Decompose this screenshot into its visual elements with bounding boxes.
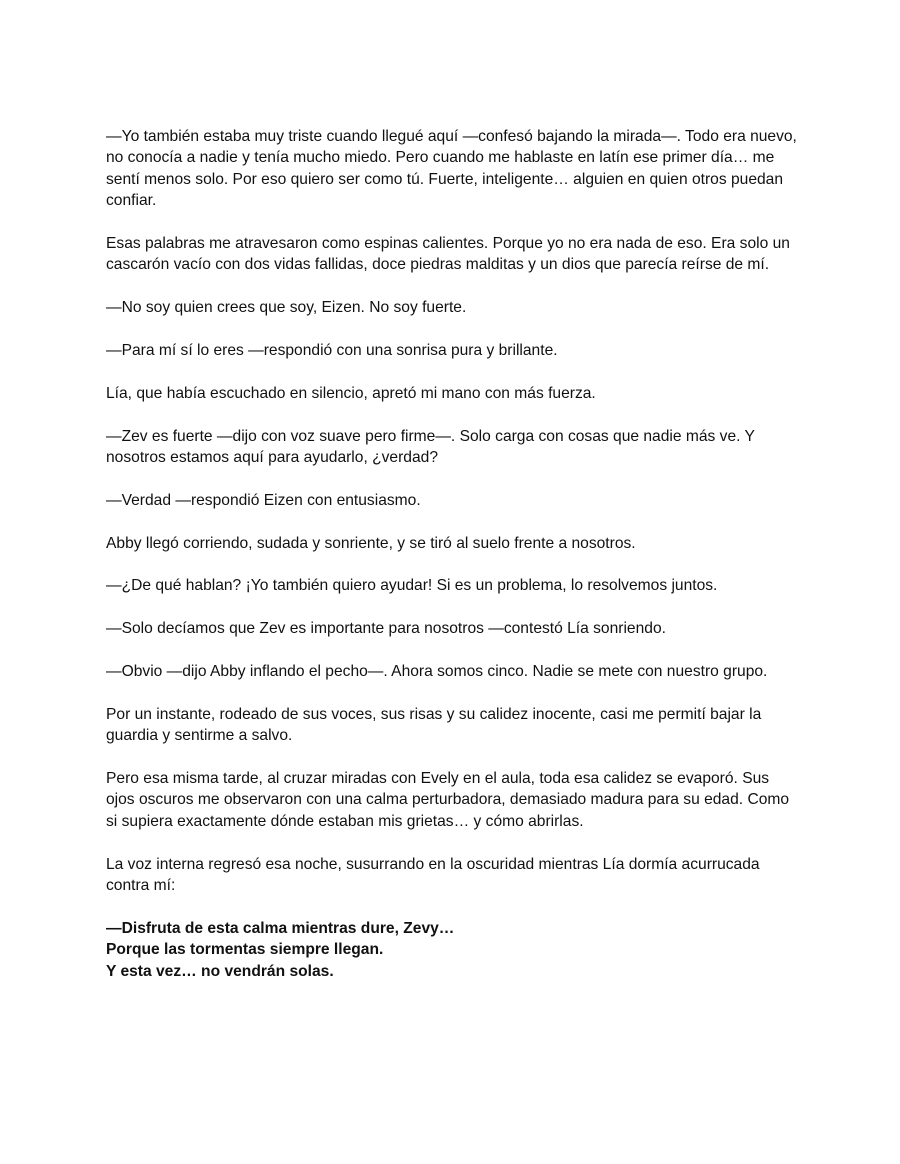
paragraph: Lía, que había escuchado en silencio, apretó mi mano con más fuerza. [106,384,596,402]
closing-verse [106,918,800,982]
paragraph: La voz interna regresó esa noche, susurrando en la oscuridad mientras Lía dormía acurrucada contra mí: [106,855,760,895]
paragraph: —Zev es fuerte —dijo con voz suave pero firme—. Solo carga con cosas que nadie más ve. Y nosotros estamos aquí para ayudarlo, ¿verdad? [106,427,755,467]
paragraph: —Para mí sí lo eres —respondió con una sonrisa pura y brillante. [106,342,558,360]
paragraph: Pero esa misma tarde, al cruzar miradas con Evely en el aula, toda esa calidez se evaporó. Sus ojos oscuros me observaron con una calma perturbadora, demasiado madura para su edad. Como si supiera exactamente dónde estaban mis grietas… y cómo abrirlas. [106,770,790,830]
paragraph: —Verdad —respondió Eizen con entusiasmo. [106,491,421,509]
closing-line: Porque las tormentas siempre llegan. [106,941,384,959]
paragraph: —No soy quien crees que soy, Eizen. No soy fuerte. [106,299,467,317]
closing-line: Y esta vez… no vendrán solas. [106,962,334,980]
paragraph: Esas palabras me atravesaron como espinas calientes. Porque yo no era nada de eso. Era solo un cascarón vacío con dos vidas fallidas, doce piedras malditas y un dios que parecía reírse de mí. [106,235,790,274]
paragraph: Por un instante, rodeado de sus voces, sus risas y su calidez inocente, casi me permití bajar la guardia y sentirme a salvo. [106,705,762,745]
paragraph: Abby llegó corriendo, sudada y sonriente, y se tiró al suelo frente a nosotros. [106,534,636,552]
paragraph: —Obvio —dijo Abby inflando el pecho—. Ahora somos cinco. Nadie se mete con nuestro grupo. [106,663,768,680]
closing-line: —Disfruta de esta calma mientras dure, Zevy… [106,919,455,937]
paragraph: —Solo decíamos que Zev es importante para nosotros —contestó Lía sonriendo. [106,620,666,638]
paragraph: —¿De qué hablan? ¡Yo también quiero ayudar! Si es un problema, lo resolvemos juntos. [106,577,718,595]
paragraph: —Yo también estaba muy triste cuando llegué aquí —confesó bajando la mirada—. Todo era nuevo, no conocía a nadie y tenía mucho miedo. Pero cuando me hablaste en latín ese primer día… me sentí menos solo. Por eso quiero ser como tú. Fuerte, inteligente… alguien en quien otros puedan confiar. [106,128,797,210]
